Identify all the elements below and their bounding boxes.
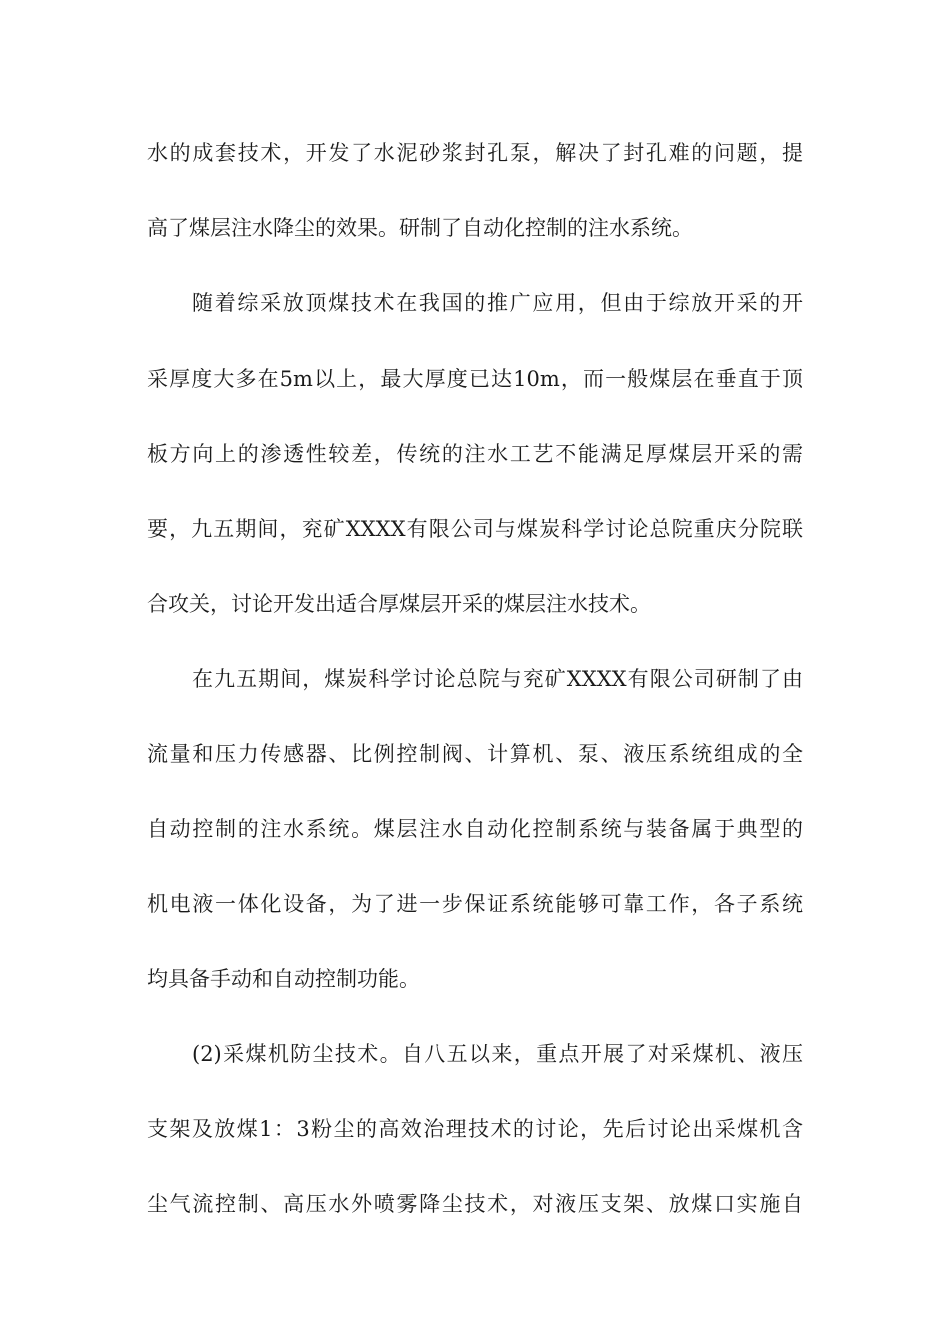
text-line: 流量和压力传感器、比例控制阀、计算机、泵、液压系统组成的全 bbox=[147, 742, 803, 766]
text-line: 在九五期间，煤炭科学讨论总院与兖矿XXXX有限公司研制了由 bbox=[192, 667, 803, 691]
text-line: 随着综采放顶煤技术在我国的推广应用，但由于综放开采的开 bbox=[192, 291, 803, 315]
text-line: 自动控制的注水系统。煤层注水自动化控制系统与装备属于典型的 bbox=[147, 817, 803, 841]
text-line: (2)采煤机防尘技术。自八五以来，重点开展了对采煤机、液压 bbox=[192, 1042, 803, 1066]
text-line: 要，九五期间，兖矿XXXX有限公司与煤炭科学讨论总院重庆分院联 bbox=[147, 517, 803, 541]
text-line: 机电液一体化设备，为了进一步保证系统能够可靠工作，各子系统 bbox=[147, 892, 803, 916]
text-line: 高了煤层注水降尘的效果。研制了自动化控制的注水系统。 bbox=[147, 216, 693, 240]
text-line: 均具备手动和自动控制功能。 bbox=[147, 967, 420, 991]
text-line: 板方向上的渗透性较差，传统的注水工艺不能满足厚煤层开采的需 bbox=[147, 442, 803, 466]
text-line: 采厚度大多在5m以上，最大厚度已达10m，而一般煤层在垂直于顶 bbox=[147, 367, 803, 391]
text-line: 支架及放煤1：3粉尘的高效治理技术的讨论，先后讨论出采煤机含 bbox=[147, 1117, 803, 1141]
text-line: 水的成套技术，开发了水泥砂浆封孔泵，解决了封孔难的问题，提 bbox=[147, 141, 803, 165]
text-line: 合攻关，讨论开发出适合厚煤层开采的煤层注水技术。 bbox=[147, 592, 651, 616]
text-line: 尘气流控制、高压水外喷雾降尘技术，对液压支架、放煤口实施自 bbox=[147, 1192, 803, 1216]
